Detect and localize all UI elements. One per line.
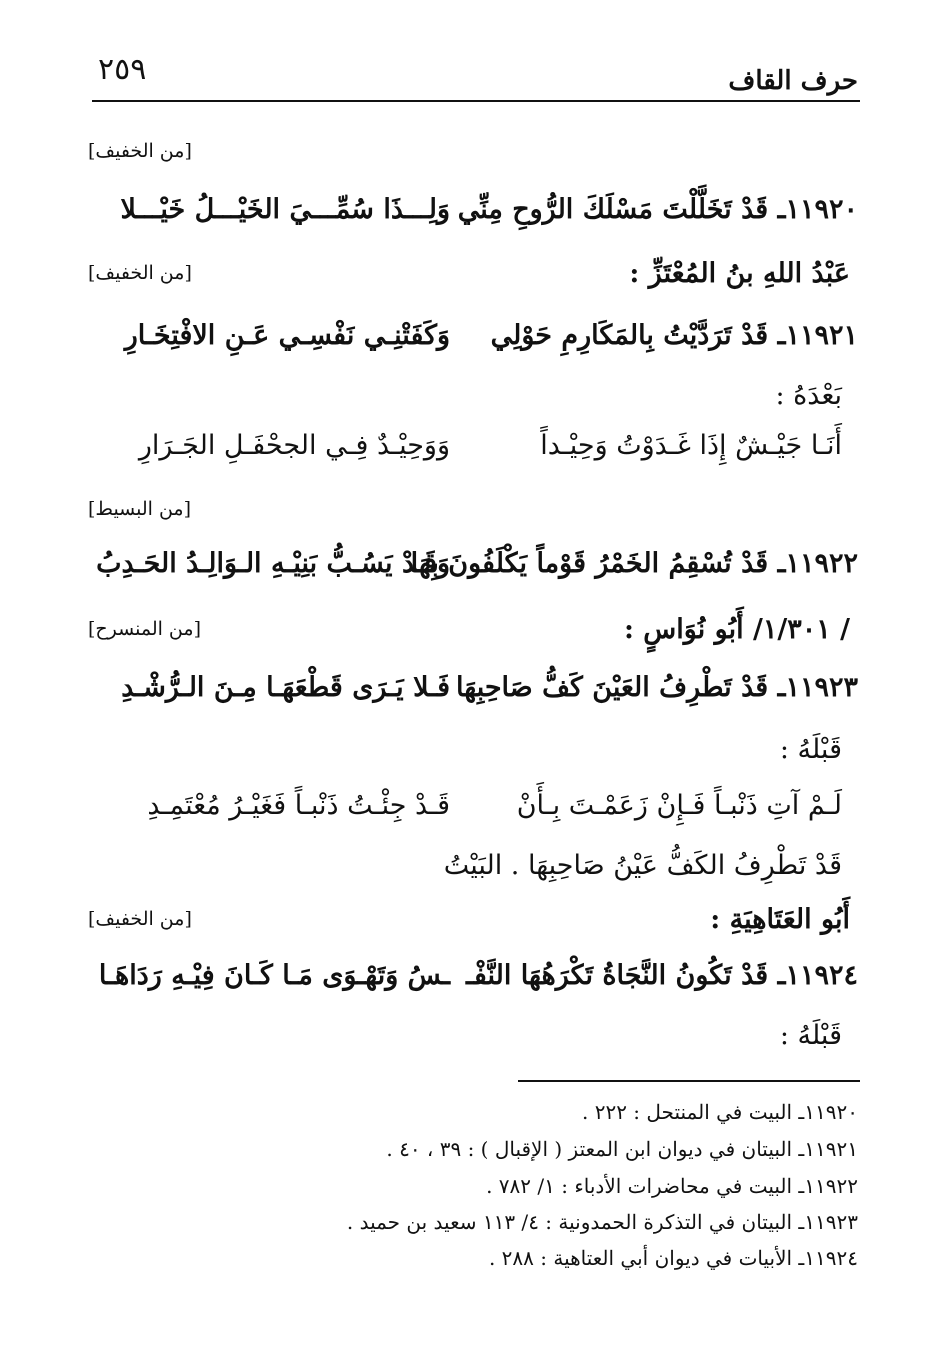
verse-left-hemistich: فَـلا يَـرَى قَطْعَهَـا مِـنَ الـرُّشْـدِ [121,672,450,703]
footnote: ١١٩٢٢ـ البيت في محاضرات الأدباء : ١/ ٧٨٢ . [486,1174,858,1198]
verse-left-hemistich: وَكَفَتْنِـي نَفْسِـي عَـنِ الافْتِخَـارِ [124,320,450,351]
poet-attribution: / ١/٣٠١/ أَبُو نُوَاسٍ : [623,614,850,645]
meter-label: [من الخفيف] [88,140,192,162]
verse-right-hemistich: لَـمْ آتِ ذَنْبـاً فَـإِنْ زَعَمْـتَ بِـأَنْ [516,790,842,821]
footnote: ١١٩٢٠ـ البيت في المنتحل : ٢٢٢ . [582,1100,858,1124]
running-title: حرف القاف [728,66,858,96]
poet-attribution: أَبُو العَتَاهِيَةِ : [710,904,850,935]
verse-left-hemistich: وَقَـدْ يَسُـبُّ بَنِيْـهِ الـوَالِـدُ الحَـدِبُ [96,548,450,579]
footnote: ١١٩٢١ـ البيتان في ديوان ابن المعتز ( الإقبال ) : ٣٩ ، ٤٠ . [386,1137,858,1161]
footnote-rule [518,1080,860,1082]
verse-right-hemistich: ١١٩٢٤ـ قَدْ تَكُونُ النَّجَاةُ تَكْرَهُهَا النَّفْـ [465,960,858,991]
verse-right-hemistich: ١١٩٢٠ـ قَدْ تَخَلَّلْتَ مَسْلَكَ الرُّوحِ مِنِّي [457,194,858,225]
header-rule [92,100,860,102]
poet-attribution: عَبْدُ اللهِ بنُ المُعْتَزِّ : [629,258,850,289]
footnote: ١١٩٢٤ـ الأبيات في ديوان أبي العتاهية : ٢٨٨ . [488,1246,858,1270]
meter-label: [من البسيط] [88,498,192,520]
meter-label: [من الخفيف] [88,908,192,930]
context-note: قَبْلَهُ : [779,1020,842,1051]
context-note: قَبْلَهُ : [779,734,842,765]
meter-label: [من المنسرح] [88,618,201,640]
page-number: ٢٥٩ [98,52,147,87]
verse-right-hemistich: ١١٩٢٣ـ قَدْ تَطْرِفُ العَيْنَ كَفُّ صَاحِبِهَا [456,672,858,703]
context-note: بَعْدَهُ : [775,380,842,411]
meter-label: [من الخفيف] [88,262,192,284]
verse-right-hemistich: ١١٩٢١ـ قَدْ تَرَدَّيْتُ بِالمَكَارِمِ حَوْلِي [490,320,858,351]
verse-left-hemistich: ـسُ وَتَهْـوَى مَـا كَـانَ فِيْـهِ رَدَاهَـا [98,960,450,991]
verse-left-hemistich: وَوَحِيْـدٌ فِـي الجحْفَـلِ الجَـرَارِ [138,430,450,461]
verse-right-hemistich: أَنَـا جَيْـشٌ إِذَا غَـدَوْتُ وَحِيْـداً [540,430,842,461]
verse-left-hemistich: قَـدْ جِئْـتُ ذَنْبـاً فَغَيْـرُ مُعْتَمِـدِ [147,790,450,821]
verse-left-hemistich: وَلِـــذَا سُمِّـــيَ الخَيْـــلُ خَيْـــلا [120,194,450,225]
verse-continuation: قَدْ تَطْرِفُ الكَفُّ عَيْنُ صَاحِبِهَا . البَيْتُ [443,850,842,881]
footnote: ١١٩٢٣ـ البيتان في التذكرة الحمدونية : ٤/ ١١٣ سعيد بن حميد . [346,1210,858,1234]
verse-right-hemistich: ١١٩٢٢ـ قَدْ تُسْقِمُ الخَمْرُ قَوْماً يَكْلَفُونَ بِهَا [410,548,858,579]
